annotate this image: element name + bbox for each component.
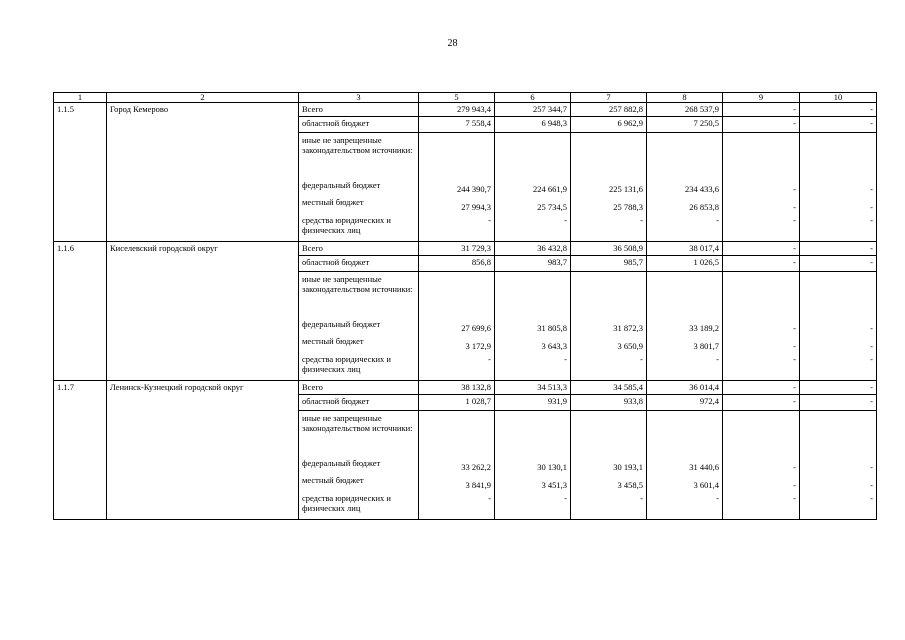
- table-row: [54, 103, 877, 117]
- value-cell: -: [800, 117, 877, 133]
- row-label: средства юридических и физических лиц: [299, 353, 419, 381]
- page-number: 28: [447, 38, 458, 49]
- header-col-1: 1: [54, 93, 107, 103]
- header-col-3: 3: [299, 93, 419, 103]
- value-cell: -: [800, 395, 877, 411]
- value-cell: [571, 133, 647, 179]
- value-cell: 27 699,6: [419, 318, 495, 335]
- value-cell: 234 433,6: [647, 179, 723, 196]
- value-cell: -: [723, 492, 800, 520]
- value-cell: [800, 411, 877, 457]
- value-cell: -: [800, 242, 877, 256]
- table-row: [54, 242, 877, 256]
- section-code: 1.1.6: [54, 242, 107, 381]
- value-cell: -: [800, 179, 877, 196]
- value-cell: [800, 272, 877, 318]
- value-cell: 34 513,3: [495, 381, 571, 395]
- table-header: [54, 93, 877, 103]
- value-cell: -: [723, 381, 800, 395]
- value-cell: 25 734,5: [495, 196, 571, 214]
- value-cell: [647, 133, 723, 179]
- value-cell: 972,4: [647, 395, 723, 411]
- value-cell: -: [800, 474, 877, 492]
- value-cell: -: [800, 335, 877, 353]
- value-cell: [419, 133, 495, 179]
- value-cell: [495, 133, 571, 179]
- value-cell: 3 458,5: [571, 474, 647, 492]
- value-cell: -: [419, 492, 495, 520]
- value-cell: 33 262,2: [419, 457, 495, 474]
- row-label: средства юридических и физических лиц: [299, 492, 419, 520]
- value-cell: 225 131,6: [571, 179, 647, 196]
- value-cell: -: [723, 335, 800, 353]
- value-cell: 224 661,9: [495, 179, 571, 196]
- value-cell: -: [800, 103, 877, 117]
- value-cell: 279 943,4: [419, 103, 495, 117]
- value-cell: 7 558,4: [419, 117, 495, 133]
- header-col-9: 9: [723, 93, 800, 103]
- value-cell: -: [419, 353, 495, 381]
- value-cell: -: [800, 256, 877, 272]
- table-row: [54, 381, 877, 395]
- funding-table: [53, 92, 877, 520]
- row-label: местный бюджет: [299, 335, 419, 353]
- section-name: Ленинск-Кузнецкий городской округ: [107, 381, 299, 520]
- value-cell: 26 853,8: [647, 196, 723, 214]
- section-code: 1.1.7: [54, 381, 107, 520]
- value-cell: 31 805,8: [495, 318, 571, 335]
- row-label: Всего: [299, 242, 419, 256]
- header-col-7: 7: [571, 93, 647, 103]
- value-cell: 268 537,9: [647, 103, 723, 117]
- value-cell: 31 872,3: [571, 318, 647, 335]
- header-col-8: 8: [647, 93, 723, 103]
- value-cell: 34 585,4: [571, 381, 647, 395]
- value-cell: [800, 133, 877, 179]
- value-cell: 933,8: [571, 395, 647, 411]
- value-cell: 3 841,9: [419, 474, 495, 492]
- row-label: иные не запрещенные законодательством источники:: [299, 133, 419, 179]
- header-col-10: 10: [800, 93, 877, 103]
- value-cell: 33 189,2: [647, 318, 723, 335]
- value-cell: -: [800, 214, 877, 242]
- value-cell: -: [800, 353, 877, 381]
- value-cell: -: [419, 214, 495, 242]
- value-cell: -: [495, 214, 571, 242]
- value-cell: [647, 272, 723, 318]
- value-cell: 983,7: [495, 256, 571, 272]
- value-cell: -: [800, 196, 877, 214]
- value-cell: -: [723, 214, 800, 242]
- value-cell: [723, 133, 800, 179]
- value-cell: [495, 411, 571, 457]
- row-label: Всего: [299, 381, 419, 395]
- value-cell: -: [723, 179, 800, 196]
- value-cell: -: [723, 242, 800, 256]
- value-cell: 1 028,7: [419, 395, 495, 411]
- value-cell: -: [723, 353, 800, 381]
- section-name: Город Кемерово: [107, 103, 299, 242]
- row-label: Всего: [299, 103, 419, 117]
- section-code: 1.1.5: [54, 103, 107, 242]
- row-label: местный бюджет: [299, 196, 419, 214]
- value-cell: -: [647, 492, 723, 520]
- value-cell: -: [723, 474, 800, 492]
- row-label: федеральный бюджет: [299, 318, 419, 335]
- header-col-5: 5: [419, 93, 495, 103]
- value-cell: 3 451,3: [495, 474, 571, 492]
- value-cell: 244 390,7: [419, 179, 495, 196]
- value-cell: -: [800, 492, 877, 520]
- row-label: федеральный бюджет: [299, 457, 419, 474]
- value-cell: -: [723, 318, 800, 335]
- value-cell: [723, 272, 800, 318]
- value-cell: 3 172,9: [419, 335, 495, 353]
- value-cell: 3 601,4: [647, 474, 723, 492]
- value-cell: 25 788,3: [571, 196, 647, 214]
- value-cell: 36 014,4: [647, 381, 723, 395]
- value-cell: 31 440,6: [647, 457, 723, 474]
- row-label: иные не запрещенные законодательством источники:: [299, 272, 419, 318]
- row-label: областной бюджет: [299, 256, 419, 272]
- value-cell: -: [800, 381, 877, 395]
- section-name: Киселевский городской округ: [107, 242, 299, 381]
- value-cell: -: [571, 353, 647, 381]
- value-cell: [647, 411, 723, 457]
- value-cell: 3 650,9: [571, 335, 647, 353]
- row-label: средства юридических и физических лиц: [299, 214, 419, 242]
- row-label: местный бюджет: [299, 474, 419, 492]
- value-cell: 6 948,3: [495, 117, 571, 133]
- row-label: федеральный бюджет: [299, 179, 419, 196]
- value-cell: -: [723, 256, 800, 272]
- value-cell: 31 729,3: [419, 242, 495, 256]
- value-cell: -: [495, 492, 571, 520]
- value-cell: -: [571, 214, 647, 242]
- value-cell: -: [647, 353, 723, 381]
- header-col-2: 2: [107, 93, 299, 103]
- value-cell: [419, 411, 495, 457]
- value-cell: 30 130,1: [495, 457, 571, 474]
- value-cell: -: [647, 214, 723, 242]
- value-cell: 3 801,7: [647, 335, 723, 353]
- value-cell: [495, 272, 571, 318]
- value-cell: -: [723, 117, 800, 133]
- value-cell: 36 432,8: [495, 242, 571, 256]
- value-cell: -: [800, 457, 877, 474]
- row-label: областной бюджет: [299, 117, 419, 133]
- value-cell: 7 250,5: [647, 117, 723, 133]
- value-cell: -: [723, 103, 800, 117]
- value-cell: 36 508,9: [571, 242, 647, 256]
- row-label: областной бюджет: [299, 395, 419, 411]
- value-cell: 257 344,7: [495, 103, 571, 117]
- value-cell: [571, 272, 647, 318]
- value-cell: [723, 411, 800, 457]
- value-cell: 6 962,9: [571, 117, 647, 133]
- header-col-6: 6: [495, 93, 571, 103]
- value-cell: 38 017,4: [647, 242, 723, 256]
- value-cell: -: [723, 457, 800, 474]
- value-cell: [419, 272, 495, 318]
- value-cell: 257 882,8: [571, 103, 647, 117]
- value-cell: 856,8: [419, 256, 495, 272]
- value-cell: 30 193,1: [571, 457, 647, 474]
- value-cell: 985,7: [571, 256, 647, 272]
- value-cell: 38 132,8: [419, 381, 495, 395]
- value-cell: -: [495, 353, 571, 381]
- value-cell: -: [723, 395, 800, 411]
- value-cell: [571, 411, 647, 457]
- value-cell: 3 643,3: [495, 335, 571, 353]
- value-cell: 931,9: [495, 395, 571, 411]
- row-label: иные не запрещенные законодательством источники:: [299, 411, 419, 457]
- value-cell: 27 994,3: [419, 196, 495, 214]
- value-cell: -: [571, 492, 647, 520]
- value-cell: -: [800, 318, 877, 335]
- table-body: [54, 103, 877, 520]
- value-cell: -: [723, 196, 800, 214]
- value-cell: 1 026,5: [647, 256, 723, 272]
